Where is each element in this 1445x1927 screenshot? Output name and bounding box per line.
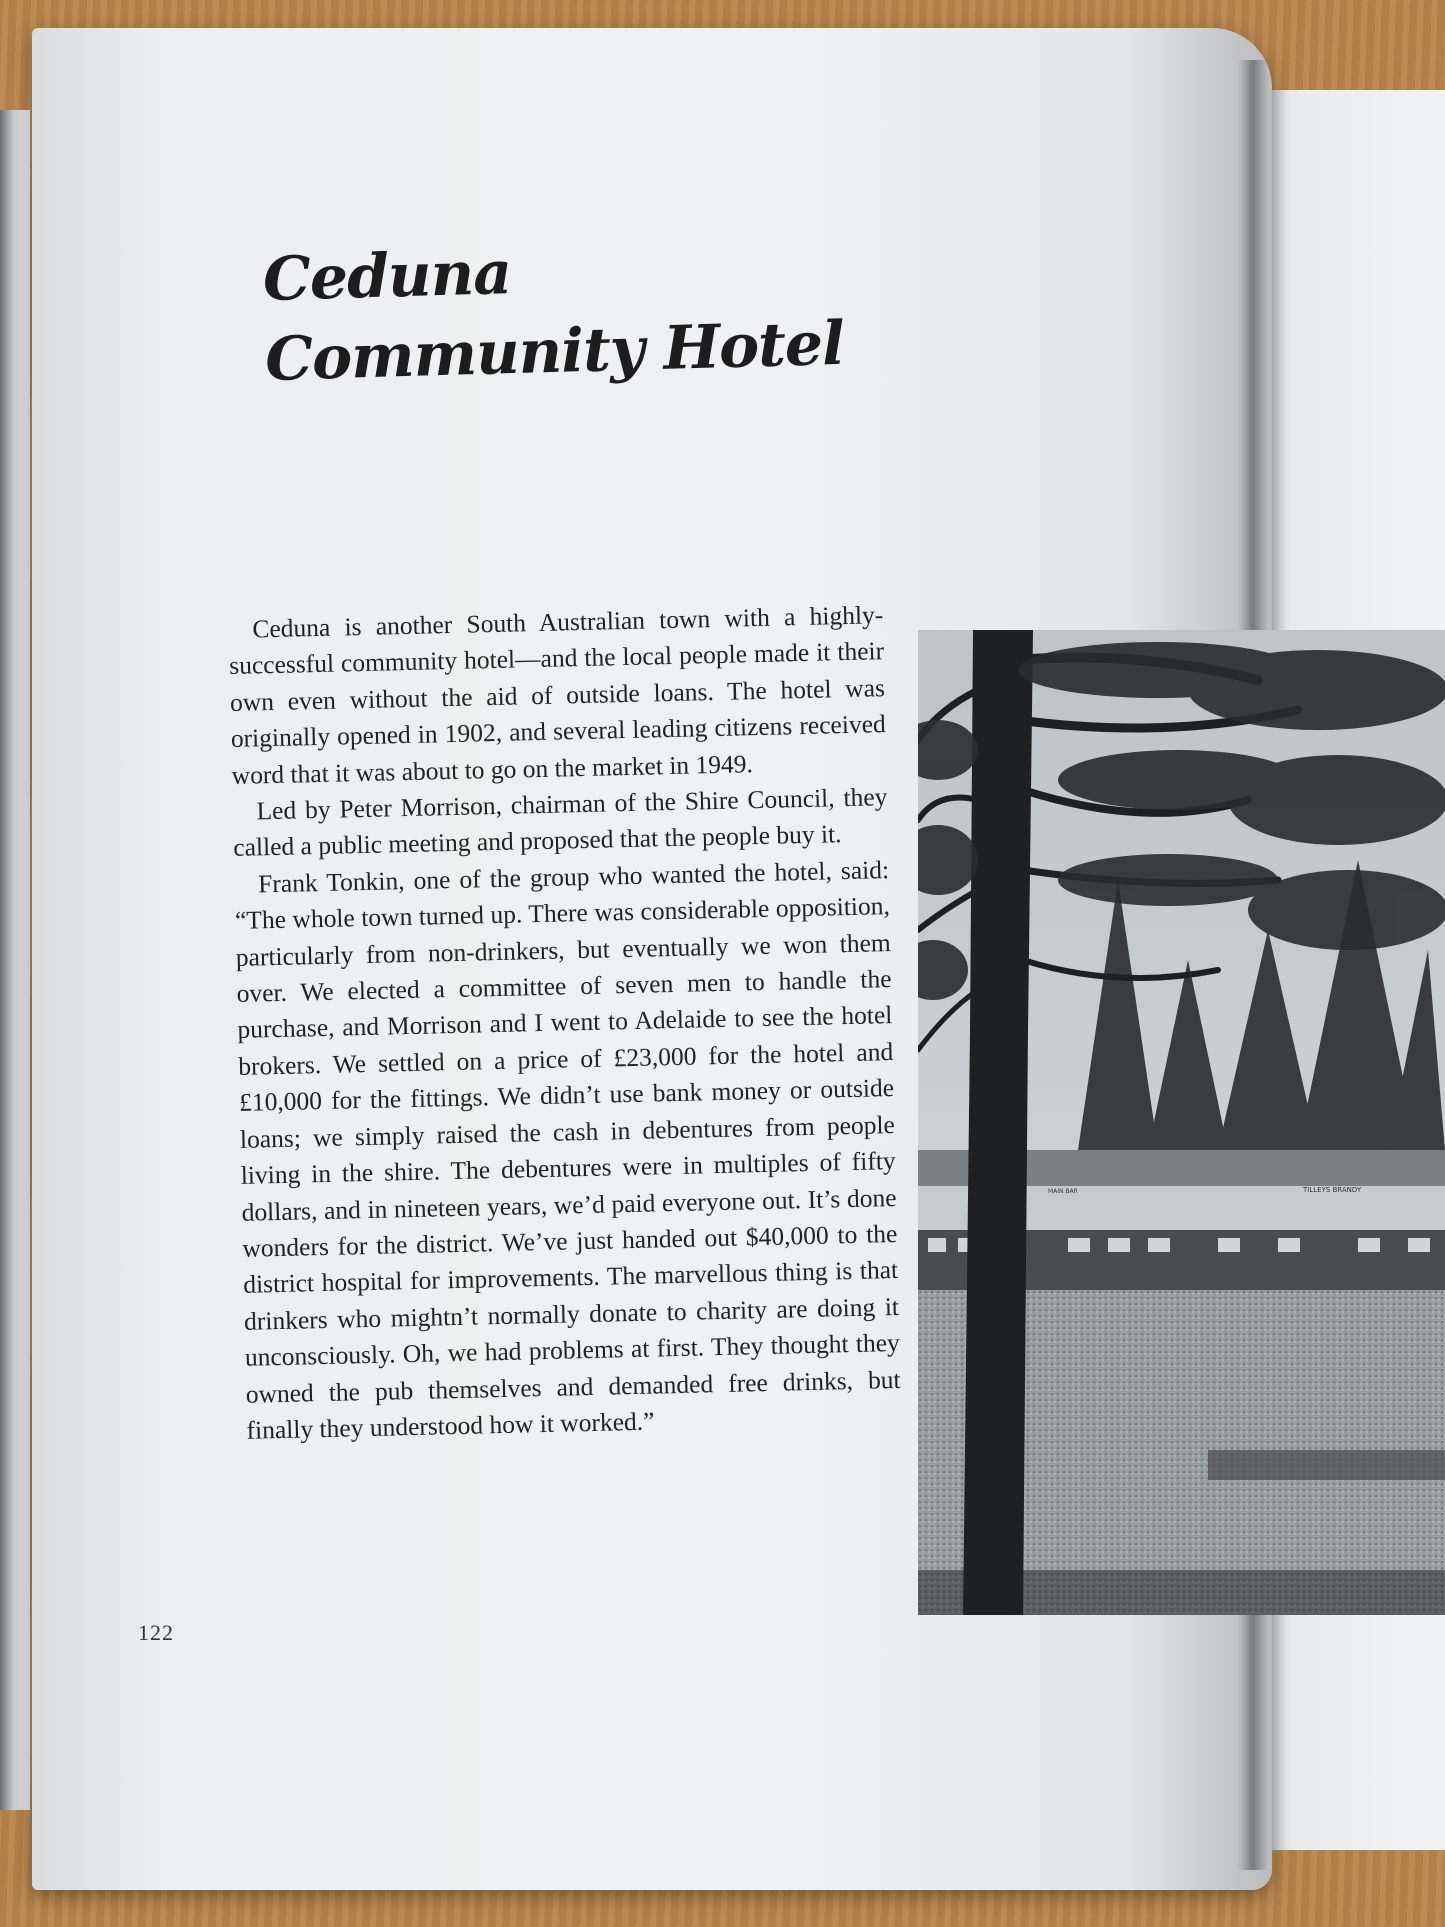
page-number: 122: [138, 1620, 174, 1645]
title-line-1: Ceduna: [262, 238, 513, 315]
previous-page-edge: [0, 110, 30, 1810]
title-line-2: Community Hotel: [264, 308, 845, 395]
photo-illustration: [918, 630, 1445, 1615]
article-body: [228, 597, 902, 1449]
sign-tilleys-brandy: TILLEYS BRANDY: [1303, 1186, 1362, 1194]
paragraph: Led by Peter Morrison, chairman of the Shire Council, they called a public meeting and proposed that the people buy it.: [233, 782, 888, 863]
sign-main-bar: MAIN BAR: [1048, 1188, 1078, 1195]
page-title: [262, 224, 845, 400]
hotel-photograph: [918, 630, 1445, 1615]
paragraph: Ceduna is another South Australian town with a highly-successful community hotel—and the local people made it their own even without the aid of outside loans. The hotel was originally opened in 1902, and several leading citizens received word that it was about to go on the market in 1949.: [228, 600, 887, 790]
pine-trunk: [963, 630, 1033, 1615]
paragraph: Frank Tonkin, one of the group who wanted the hotel, said: “The whole town turned up. There was considerable opposition, particularly from non-drinkers, but eventually we won them over. We elected a committee of seven men to handle the purchase, and Morrison and I went to Adelaide to see the hotel brokers. We settled on a price of £23,000 for the hotel and £10,000 for the fittings. We didn’t use bank money or outside loans; we simply raised the cash in debentures from people living in the shire. The debentures were in multiples of fifty dollars, and in nineteen years, we’d paid everyone out. It’s done wonders for the district. We’ve just handed out $40,000 to the district hospital for improvements. The marvellous thing is that drinkers who mightn’t normally donate to charity are doing it unconsciously. Oh, we had problems at first. They thought they owned the pub themselves and demanded free drinks, but finally they understood how it worked.”: [234, 854, 901, 1445]
